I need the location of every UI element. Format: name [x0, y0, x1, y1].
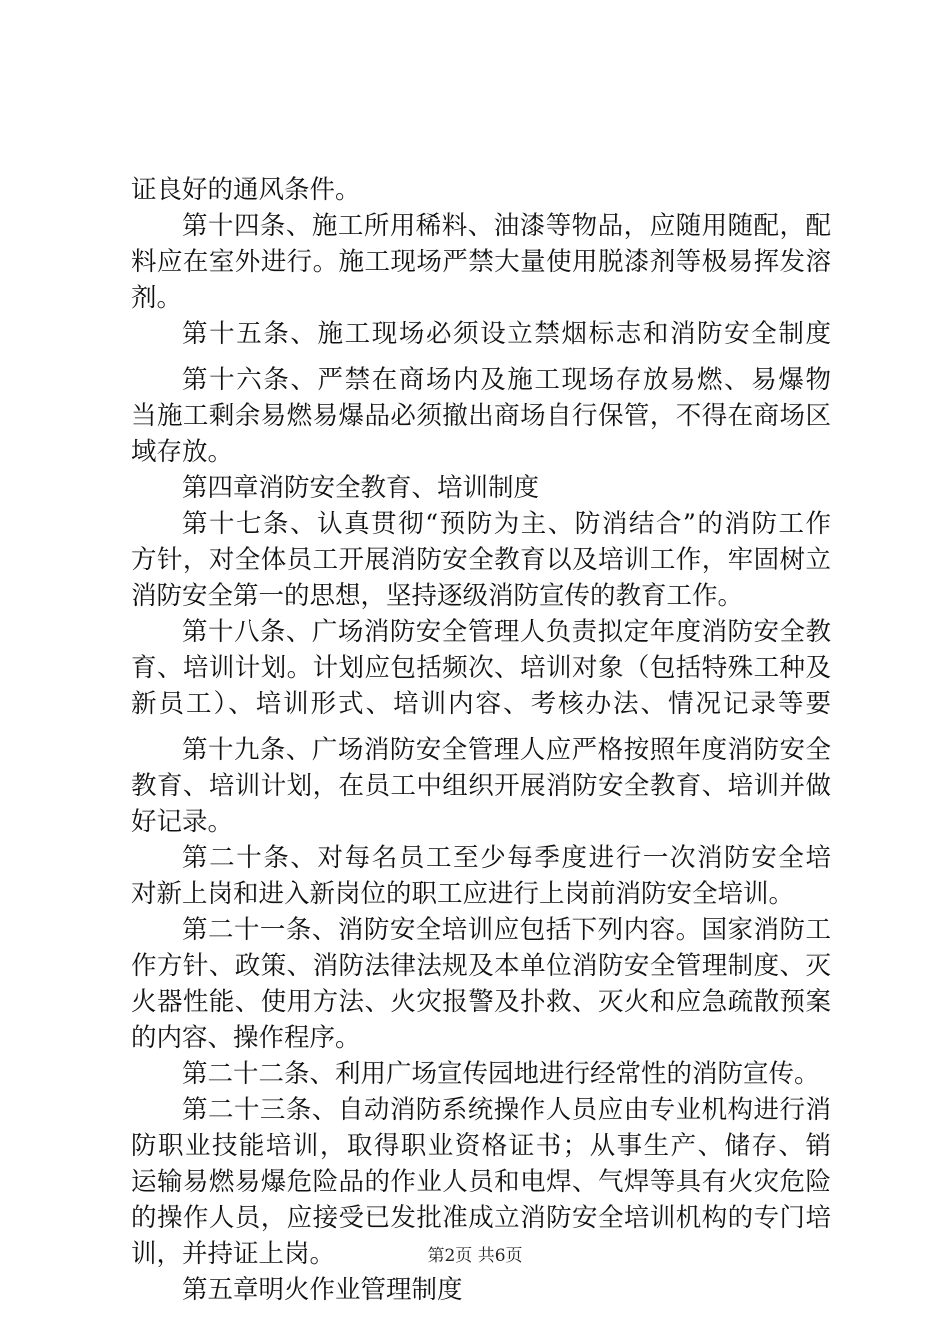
- text-line: 证良好的通风条件。: [131, 175, 361, 205]
- text-line: 第二十一条、消防安全培训应包括下列内容。国家消防工: [182, 915, 831, 945]
- text-line: 第二十条、对每名员工至少每季度进行一次消防安全培: [182, 843, 831, 873]
- text-line: 的内容、操作程序。: [131, 1023, 361, 1053]
- text-line: 的操作人员，应接受已发批准成立消防安全培训机构的专门培: [131, 1203, 831, 1233]
- text-line: 剂。: [131, 283, 183, 313]
- text-line: 育、培训计划。计划应包括频次、培训对象（包括特殊工种及: [131, 653, 831, 683]
- text-line: 第十八条、广场消防安全管理人负责拟定年度消防安全教: [182, 617, 831, 647]
- text-line: 第二十二条、利用广场宣传园地进行经常性的消防宣传。: [182, 1059, 820, 1089]
- chapter-heading: 第四章消防安全教育、培训制度: [182, 473, 540, 503]
- text-line: 第十六条、严禁在商场内及施工现场存放易燃、易爆物: [182, 365, 831, 395]
- text-line: 第十九条、广场消防安全管理人应严格按照年度消防安全: [182, 735, 831, 765]
- text-line: 料应在室外进行。施工现场严禁大量使用脱漆剂等极易挥发溶: [131, 247, 831, 277]
- text-line: 消防安全第一的思想，坚持逐级消防宣传的教育工作。: [131, 581, 744, 611]
- text-line: 训，并持证上岗。: [131, 1239, 336, 1269]
- text-line: 对新上岗和进入新岗位的职工应进行上岗前消防安全培训。: [131, 879, 795, 909]
- text-line: 作方针、政策、消防法律法规及本单位消防安全管理制度、灭: [131, 951, 831, 981]
- text-line: 第十四条、施工所用稀料、油漆等物品，应随用随配，配: [182, 211, 831, 241]
- text-line: 火器性能、使用方法、火灾报警及扑救、灭火和应急疏散预案: [131, 987, 831, 1017]
- text-line: 好记录。: [131, 807, 234, 837]
- text-line: 运输易燃易爆危险品的作业人员和电焊、气焊等具有火灾危险: [131, 1167, 831, 1197]
- page-number: 第2页 共6页: [427, 1246, 523, 1266]
- text-line: 第十五条、施工现场必须设立禁烟标志和消防安全制度: [182, 319, 831, 349]
- text-line: 防职业技能培训，取得职业资格证书；从事生产、储存、销: [131, 1131, 831, 1161]
- text-line: 新员工）、培训形式、培训内容、考核办法、情况记录等要: [131, 689, 831, 719]
- text-line: 域存放。: [131, 437, 234, 467]
- text-line: 教育、培训计划，在员工中组织开展消防安全教育、培训并做: [131, 771, 831, 801]
- text-line: 第二十三条、自动消防系统操作人员应由专业机构进行消: [182, 1095, 831, 1125]
- text-line: 方针，对全体员工开展消防安全教育以及培训工作，牢固树立: [131, 545, 831, 575]
- chapter-heading: 第五章明火作业管理制度: [182, 1275, 463, 1305]
- text-line: 第十七条、认真贯彻“预防为主、防消结合”的消防工作: [182, 509, 831, 539]
- text-line: 当施工剩余易燃易爆品必须撤出商场自行保管，不得在商场区: [131, 401, 831, 431]
